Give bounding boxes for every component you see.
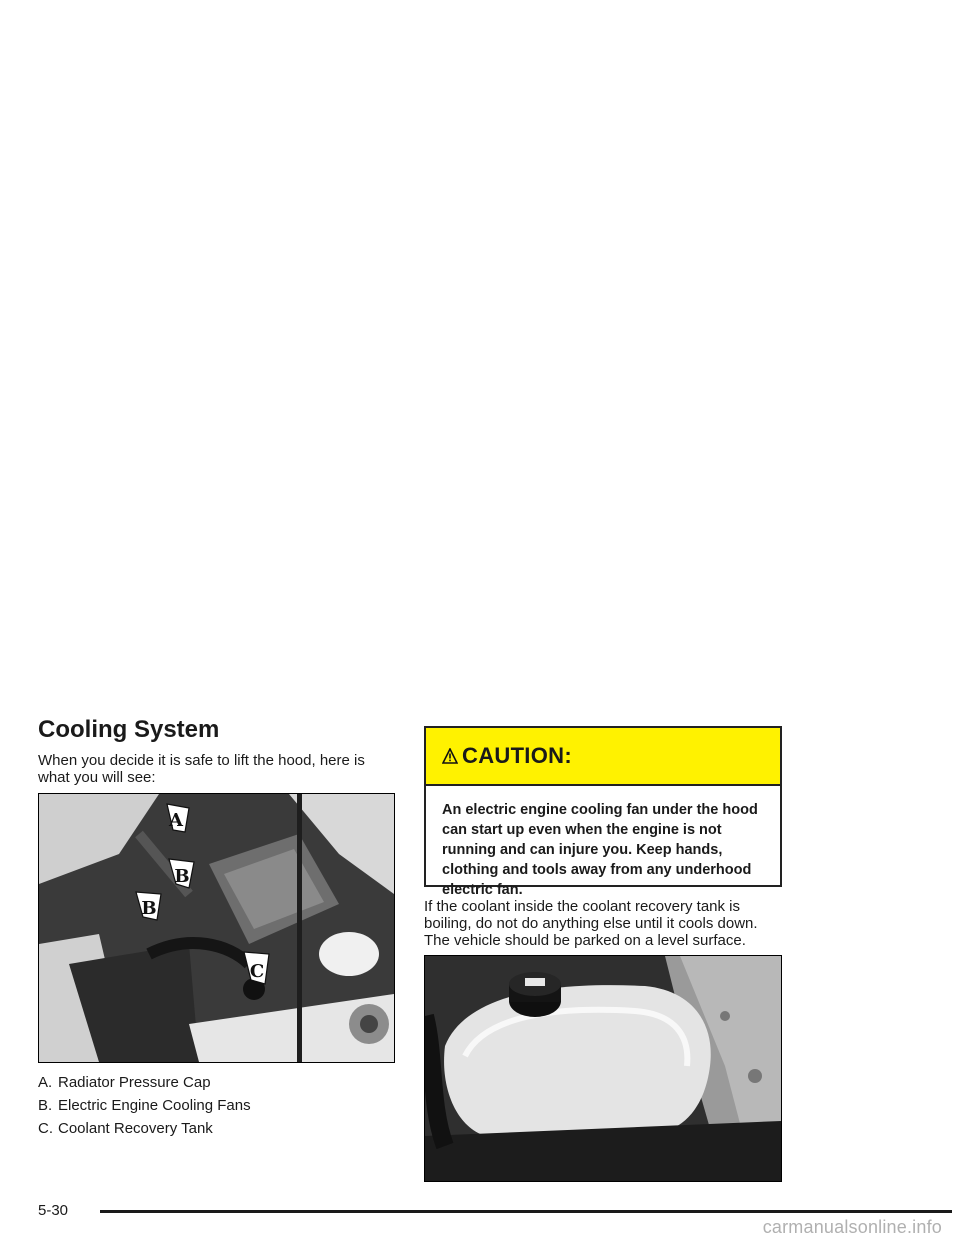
callout-c: C: [249, 961, 265, 982]
legend-key: C.: [38, 1120, 53, 1137]
caution-title: CAUTION:: [462, 743, 572, 768]
callout-a: A: [169, 810, 183, 831]
caution-text: An electric engine cooling fan under the hood can start up even when the engine is not running and can injure you. Keep hands, clothing and tools away from any underhood electric fan.: [442, 802, 758, 898]
section-title: Cooling System: [38, 716, 220, 743]
legend-key: B.: [38, 1097, 53, 1114]
engine-compartment-photo: [38, 793, 395, 1063]
watermark: carmanualsonline.info: [762, 1217, 942, 1237]
list-item: [38, 1120, 251, 1137]
legend-key: A.: [38, 1074, 53, 1091]
callout-b-lower: B: [141, 898, 157, 919]
legend-text: Radiator Pressure Cap: [58, 1074, 211, 1091]
list-item: [38, 1097, 251, 1114]
intro-text: When you decide it is safe to lift the hood, here is what you will see:: [38, 752, 365, 786]
coolant-tank-photo: [424, 955, 782, 1182]
body-paragraph: If the coolant inside the coolant recovery tank is boiling, do not do anything else until it cools down. The vehicle should be parked on a level surface.: [424, 898, 758, 949]
warning-triangle-icon: [442, 748, 458, 764]
page-number: 5-30: [38, 1202, 69, 1219]
legend-text: Coolant Recovery Tank: [58, 1120, 213, 1137]
legend-list: [38, 1074, 251, 1143]
list-item: [38, 1074, 251, 1091]
caution-box: [424, 726, 782, 898]
legend-text: Electric Engine Cooling Fans: [58, 1097, 251, 1114]
caution-header: [426, 728, 780, 786]
callout-b-upper: B: [174, 866, 190, 887]
footer-rule: [100, 1210, 952, 1213]
